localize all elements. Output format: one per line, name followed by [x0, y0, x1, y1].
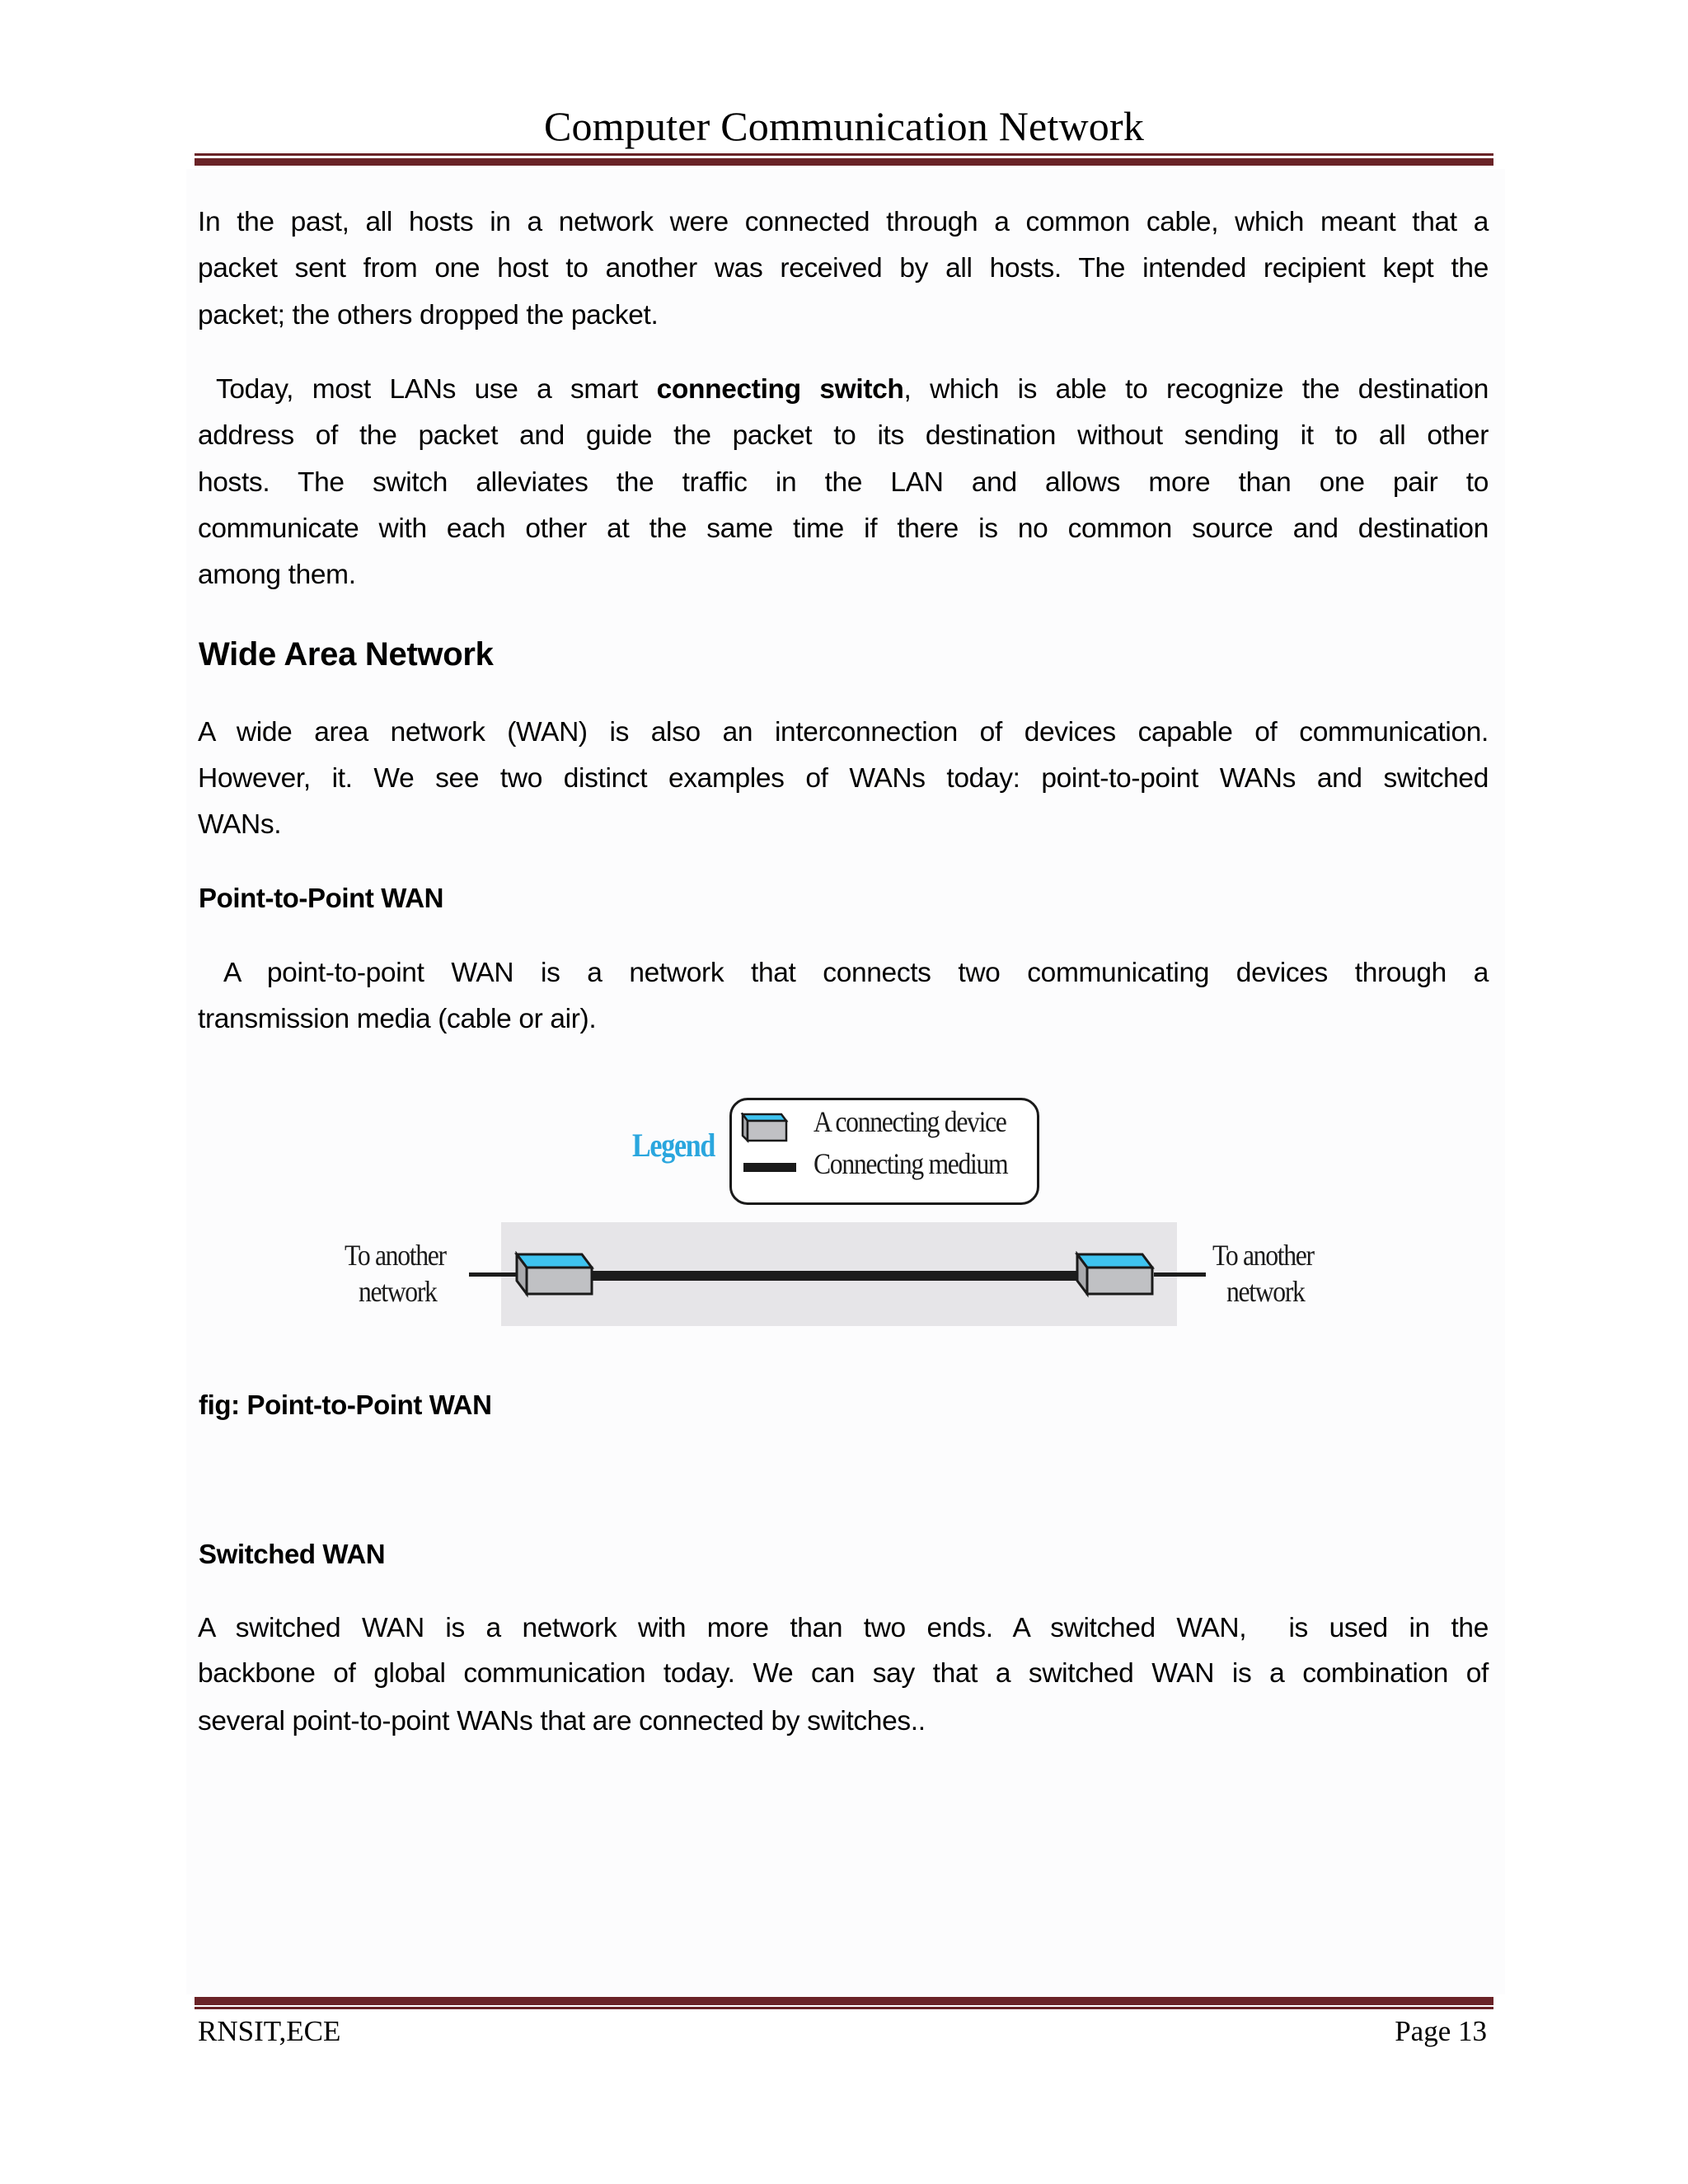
- para-2-line: hosts. The switch alleviates the traffic in the LAN and allows more than one pair to: [198, 467, 1489, 498]
- para-switched-line: backbone of global communication today. We can say that a switched WAN is a combination of: [198, 1658, 1489, 1689]
- para-2-text: , which is able to recognize the destination: [903, 374, 1489, 405]
- header-rule-thick: [195, 158, 1493, 166]
- left-network-label: To another: [345, 1239, 446, 1272]
- para-2-line: [198, 367, 1489, 413]
- subheading-switched-wan: Switched WAN: [199, 1539, 386, 1569]
- para-switched-line: several point-to-point WANs that are connected by switches..: [198, 1706, 926, 1736]
- para-wan-line: However, it. We see two distinct examples of WANs today: point-to-point WANs and switched: [198, 763, 1489, 794]
- para-1-line: packet sent from one host to another was received by all hosts. The intended recipient kept the: [198, 253, 1489, 284]
- para-2-line: among them.: [198, 560, 356, 590]
- footer-rule-thick: [195, 1997, 1493, 2005]
- para-2-line: communicate with each other at the same time if there is no common source and destination: [198, 513, 1489, 544]
- point-to-point-medium: [589, 1271, 1084, 1281]
- legend-label: Legend: [632, 1127, 715, 1164]
- para-switched-line: A switched WAN is a network with more than two ends. A switched WAN, is used in the: [198, 1613, 1489, 1643]
- section-heading-wan: Wide Area Network: [199, 636, 494, 673]
- para-2-line: address of the packet and guide the packet to its destination without sending it to all other: [198, 420, 1489, 451]
- connecting-device-left-icon: [513, 1251, 597, 1299]
- page-number: Page 13: [1395, 2015, 1487, 2047]
- para-1-line: In the past, all hosts in a network were connected through a common cable, which meant that a: [198, 207, 1489, 237]
- connecting-medium-icon: [743, 1163, 796, 1172]
- para-1-line: packet; the others dropped the packet.: [198, 300, 659, 330]
- left-external-link: [469, 1272, 518, 1277]
- left-network-label: network: [359, 1275, 437, 1308]
- legend-item-label: Connecting medium: [814, 1147, 1008, 1180]
- para-wan-line: WANs.: [198, 809, 282, 840]
- connecting-device-right-icon: [1073, 1251, 1157, 1299]
- right-network-label: To another: [1212, 1239, 1314, 1272]
- connecting-device-icon: [740, 1113, 790, 1144]
- para-p2p-line: A point-to-point WAN is a network that connects two communicating devices through a: [198, 958, 1489, 988]
- subheading-point-to-point-wan: Point-to-Point WAN: [199, 883, 444, 913]
- figure-caption: fig: Point-to-Point WAN: [199, 1390, 492, 1420]
- bold-term-connecting-switch: connecting switch: [656, 374, 904, 405]
- page-header-title: Computer Communication Network: [543, 103, 1145, 149]
- para-p2p-line: transmission media (cable or air).: [198, 1004, 597, 1034]
- header-rule-thin: [195, 153, 1493, 156]
- right-external-link: [1154, 1272, 1206, 1277]
- para-wan-line: A wide area network (WAN) is also an interconnection of devices capable of communication.: [198, 717, 1489, 748]
- footer-rule-thin: [195, 2007, 1493, 2009]
- para-2-text: Today, most LANs use a smart: [198, 374, 657, 405]
- footer-institution: RNSIT,ECE: [198, 2015, 341, 2047]
- right-network-label: network: [1226, 1275, 1305, 1308]
- legend-item-label: A connecting device: [814, 1105, 1006, 1138]
